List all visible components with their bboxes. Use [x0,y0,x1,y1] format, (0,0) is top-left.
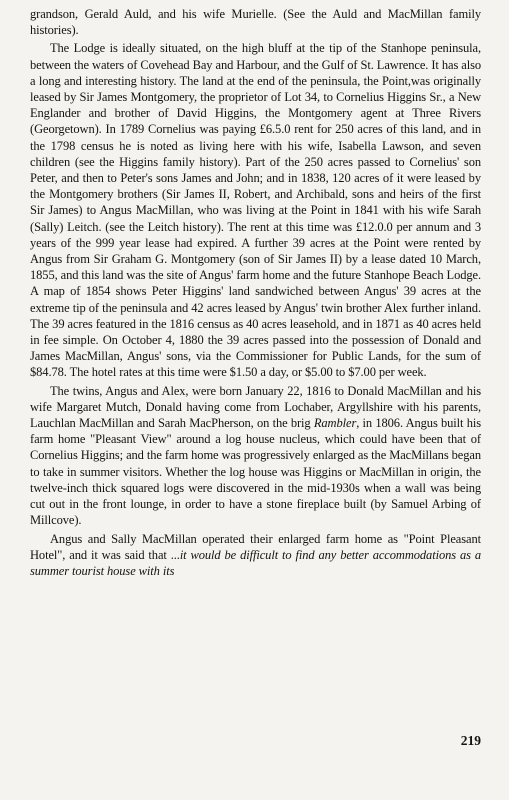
quoted-description: it would be difficult to find any better accommodations as a summer tourist house with its [30,547,481,578]
paragraph-twins [30,383,481,529]
paragraph-twins-part2: , in 1806. Angus built his farm home "Pleasant View" around a log house nucleus, which could have been that of Cornelius Higgins; and the farm home was progressively enlarged as the MacMillans began to take in summer visitors. Whether the log house was Higgins or MacMillan in origin, the twelve-inch thick squared logs were discovered in the mid-1930s when a wall was being cut out in the front lounge, in order to have a stone fireplace built (by Samuel Arbing of Millcove). [30,416,481,528]
body-text [30,6,481,579]
paragraph-hotel-part1: Angus and Sally MacMillan operated their enlarged farm home as "Point Pleasant Hotel", and it was said that ... [30,531,481,562]
paragraph-continuation: grandson, Gerald Auld, and his wife Murielle. (See the Auld and MacMillan family histories). [30,7,481,38]
page-number: 219 [460,733,481,748]
paragraph-lodge-history: The Lodge is ideally situated, on the high bluff at the tip of the Stanhope peninsula, between the waters of Covehead Bay and Harbour, and the Gulf of St. Lawrence. It has also a long and interesting history. The land at the end of the peninsula, the Point,was originally leased by Sir James Montgomery, the proprietor of Lot 34, to Cornelius Higgins Sr., a New Englander and brother of David Higgins, the Montgomery agent at Three Rivers (Georgetown). In 1789 Cornelius was paying £6.5.0 rent for 250 acres of this land, and in the 1798 census he is noted as living here with his wife, Isabella Lawson, and seven children (see the Higgins family history). Part of the 250 acres passed to Cornelius' son Peter, and then to Peter's sons James and John; and in 1838, 120 acres of it were leased by the Montgomery brothers (Sir James II, Robert, and Archibald, sons and heirs of the first Sir James) to Angus MacMillan, who was living at the Point in 1841 with his wife Sarah (Sally) Leitch. (see the Leitch history). The rent at this time was £12.0.0 per annum and 3 years of the 999 year lease had expired. A further 39 acres at the Point were rented by Angus from Sir Graham G. Montgomery (son of Sir James II) by a lease dated 10 March, 1855, and this land was the site of Angus' farm home and the future Stanhope Beach Lodge. A map of 1854 shows Peter Higgins' land sandwiched between Angus' 39 acres at the extreme tip of the peninsula and 42 acres leased by Angus' twin brother Alex further inland. The 39 acres featured in the 1816 census as 40 acres leasehold, and in 1871 as 40 acres held in fee simple. On October 4, 1880 the 39 acres passed into the possession of Donald and James MacMillan, Angus' sons, via the Commissioner for Public Lands, for the sum of $84.78. The hotel rates at this time were $1.50 a day, or $5.00 to $7.00 per week. [30,41,481,380]
paragraph-twins-part1: The twins, Angus and Alex, were born January 22, 1816 to Donald MacMillan and his wife Margaret Mutch, Donald having come from Lochaber, Argyllshire with his parents, Lauchlan MacMillan and Sarah MacPherson, on the brig [30,383,481,431]
ship-name: Rambler [313,416,357,431]
paragraph-hotel [30,531,481,580]
